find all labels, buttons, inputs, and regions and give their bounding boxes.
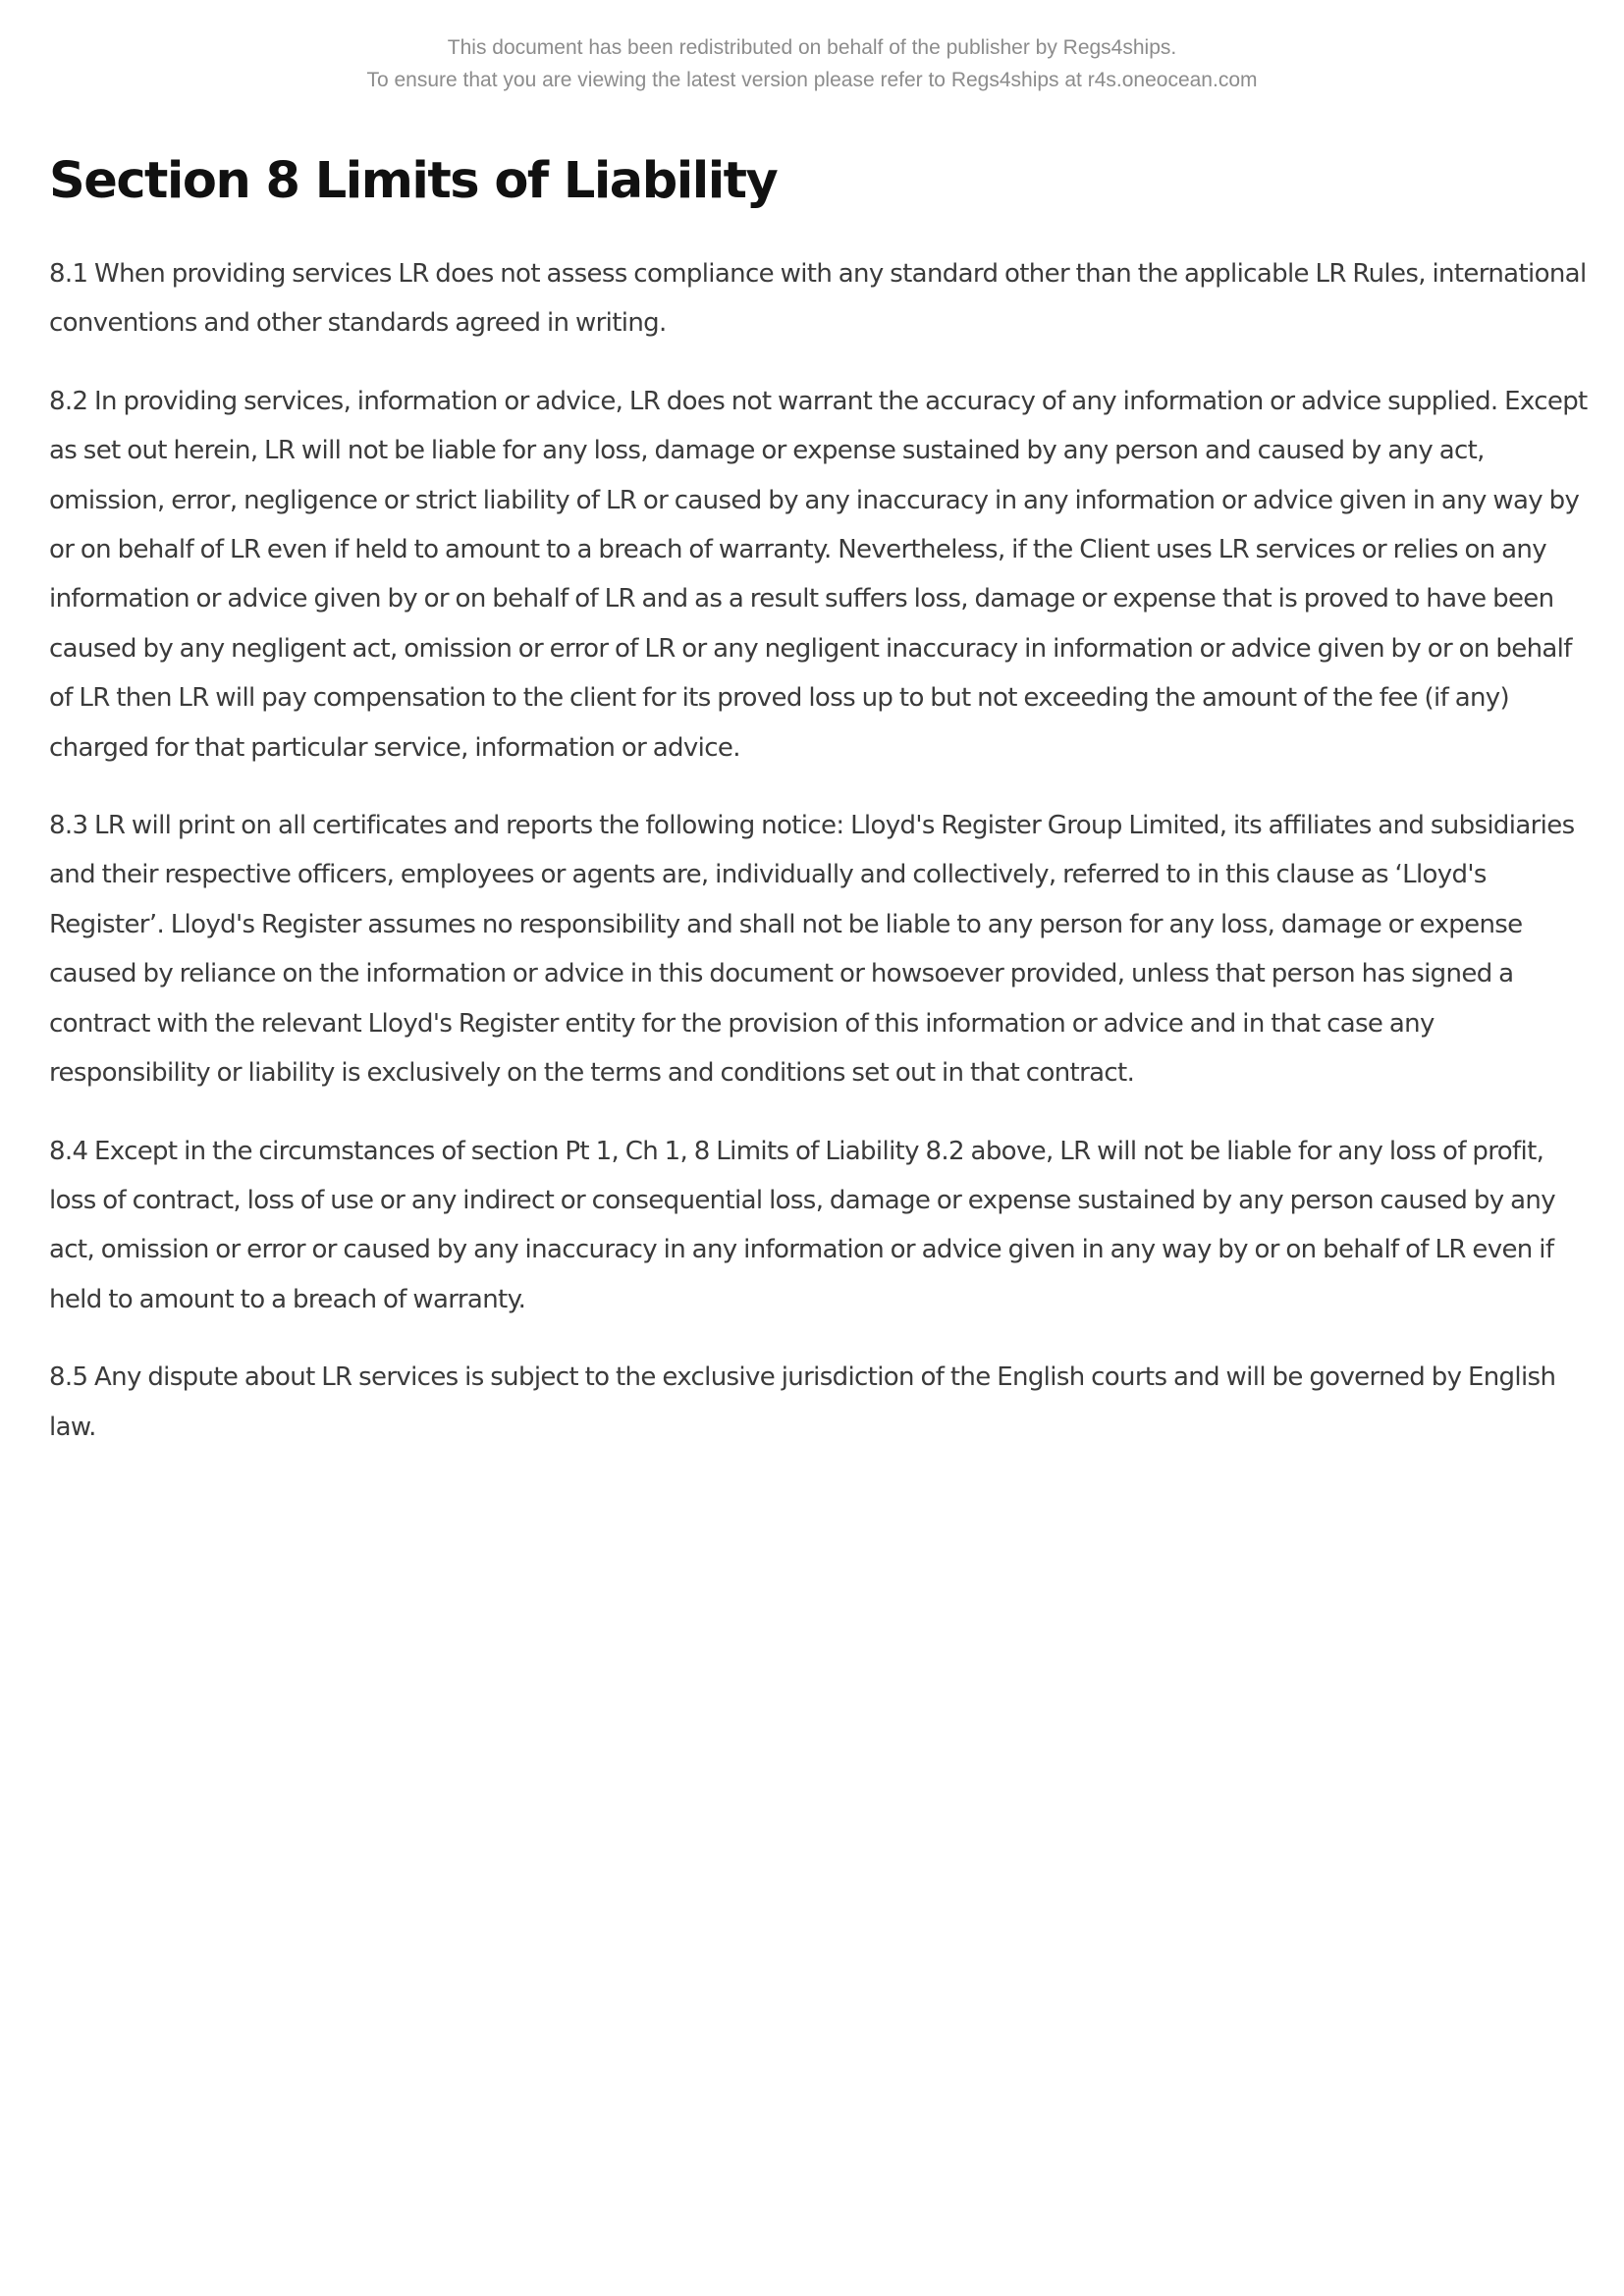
paragraph-8-1: 8.1 When providing services LR does not assess compliance with any standard other than the applicable LR Rules, international conventions and other standards agreed in writing. bbox=[49, 259, 1587, 339]
section-title: Section 8 Limits of Liability bbox=[49, 152, 778, 210]
notice-line-1: This document has been redistributed on behalf of the publisher by Regs4ships. bbox=[447, 36, 1177, 59]
paragraph-8-4: 8.4 Except in the circumstances of section Pt 1, Ch 1, 8 Limits of Liability 8.2 above, LR will not be liable for any loss of profit, loss of contract, loss of use or any indirect or consequential loss, damage or expense sustained by any person caused by any act, omission or error or caused by any inaccuracy in any information or advice given in any way by or on behalf of LR even if held to amount to a breach of warranty. bbox=[49, 1136, 1555, 1314]
document-body bbox=[49, 147, 1591, 1480]
redistribution-notice bbox=[0, 31, 1624, 96]
paragraph-8-5: 8.5 Any dispute about LR services is subject to the exclusive jurisdiction of the English courts and will be governed by English law. bbox=[49, 1362, 1556, 1442]
notice-line-2: To ensure that you are viewing the latest version please refer to Regs4ships at r4s.oneocean.com bbox=[366, 69, 1258, 91]
paragraph-8-2: 8.2 In providing services, information or advice, LR does not warrant the accuracy of any information or advice supplied. Except as set out herein, LR will not be liable for any loss, damage or expense sustained by any person and caused by any act, omission, error, negligence or strict liability of LR or caused by any inaccuracy in any information or advice given in any way by or on behalf of LR even if held to amount to a breach of warranty. Nevertheless, if the Client uses LR services or relies on any information or advice given by or on behalf of LR and as a result suffers loss, damage or expense that is proved to have been caused by any negligent act, omission or error of LR or any negligent inaccuracy in information or advice given by or on behalf of LR then LR will pay compensation to the client for its proved loss up to but not exceeding the amount of the fee (if any) charged for that particular service, information or advice. bbox=[49, 386, 1588, 763]
paragraph-8-3: 8.3 LR will print on all certificates and reports the following notice: Lloyd's Register Group Limited, its affiliates and subsidiaries and their respective officers, employees or agents are, individually and collectively, referred to in this clause as ‘Lloyd's Register’. Lloyd's Register assumes no responsibility and shall not be liable to any person for any loss, damage or expense caused by reliance on the information or advice in this document or howsoever provided, unless that person has signed a contract with the relevant Lloyd's Register entity for the provision of this information or advice and in that case any responsibility or liability is exclusively on the terms and conditions set out in that contract. bbox=[49, 811, 1575, 1089]
